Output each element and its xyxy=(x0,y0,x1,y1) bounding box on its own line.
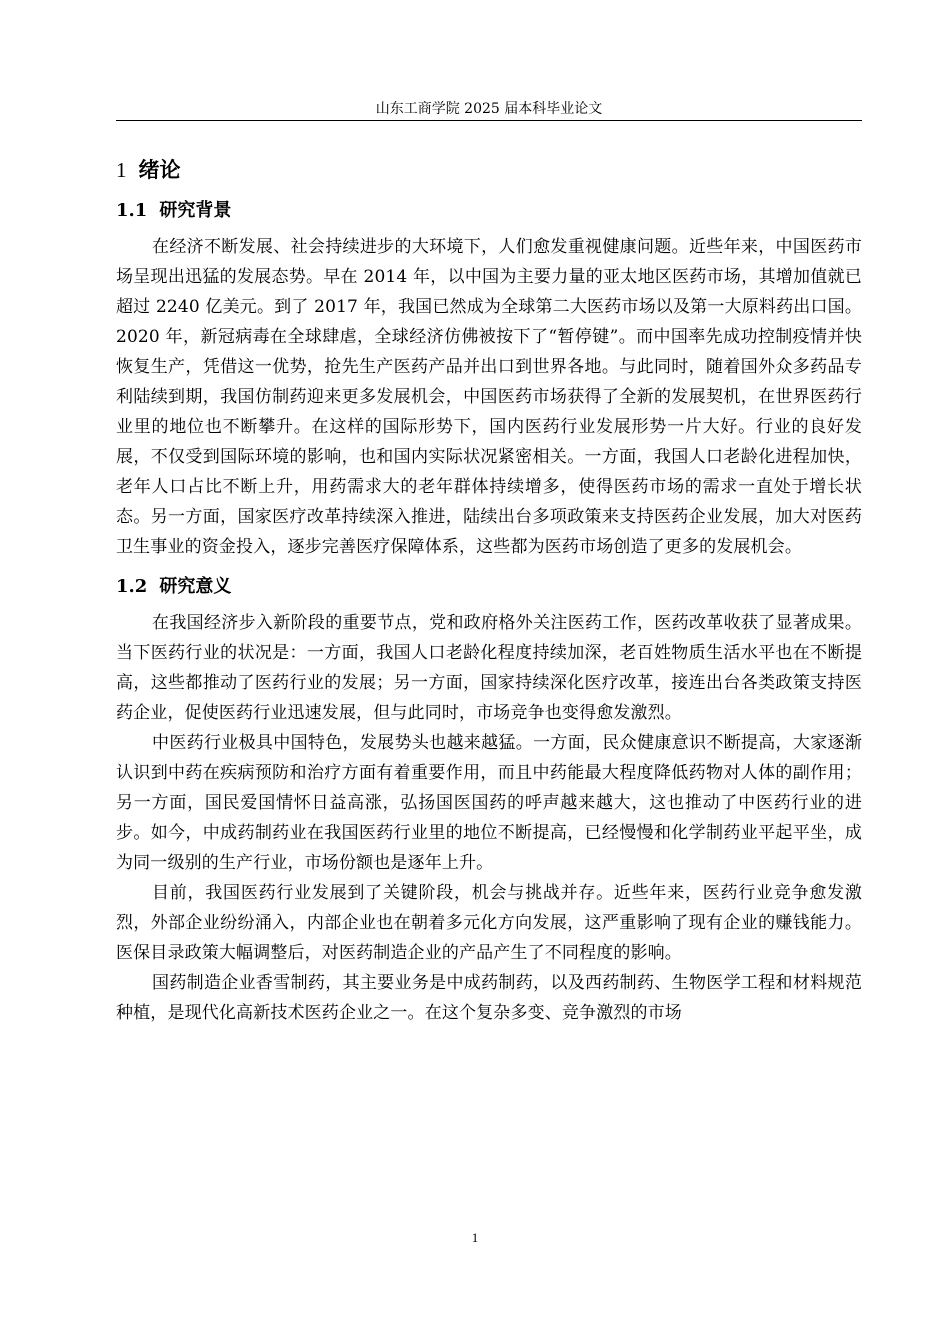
body-paragraph: 目前，我国医药行业发展到了关键阶段，机会与挑战并存。近些年来，医药行业竞争愈发激烈，外部企业纷纷涌入，内部企业也在朝着多元化方向发展，这严重影响了现有企业的赚钱能力。医保目录政策大幅调整后，对医药制造企业的产品产生了不同程度的影响。 xyxy=(116,883,862,963)
chapter-number: 1 xyxy=(116,158,127,182)
body-paragraph: 在经济不断发展、社会持续进步的大环境下，人们愈发重视健康问题。近些年来，中国医药市场呈现出迅猛的发展态势。早在 2014 年，以中国为主要力量的亚太地区医药市场，其增加值就已超过 2240 亿美元。到了 2017 年，我国已然成为全球第二大医药市场以及第一大原料药出口国。2020 年，新冠病毒在全球肆虐，全球经济仿佛被按下了“暂停键”。而中国率先成功控制疫情并快恢复生产，凭借这一优势，抢先生产医药产品并出口到世界各地。与此同时，随着国外众多药品专利陆续到期，我国仿制药迎来更多发展机会，中国医药市场获得了全新的发展契机，在世界医药行业里的地位也不断攀升。在这样的国际形势下，国内医药行业发展形势一片大好。行业的良好发展，不仅受到国际环境的影响，也和国内实际状况紧密相关。一方面，我国人口老龄化进程加快，老年人口占比不断上升，用药需求大的老年群体持续增多，使得医药市场的需求一直处于增长状态。另一方面，国家医疗改革持续深入推进，陆续出台多项政策来支持医药企业发展，加大对医药卫生事业的资金投入，逐步完善医疗保障体系，这些都为医药市场创造了更多的发展机会。 xyxy=(116,237,862,557)
chapter-title: 绪论 xyxy=(138,157,181,182)
header-rule xyxy=(116,120,862,121)
section-heading-1-2 xyxy=(116,570,862,604)
chapter-heading xyxy=(116,152,862,188)
section-heading-1-1 xyxy=(116,194,862,228)
section-number: 1.2 xyxy=(116,576,148,597)
page-content xyxy=(116,152,862,1028)
body-paragraph: 在我国经济步入新阶段的重要节点，党和政府格外关注医药工作，医药改革收获了显著成果。当下医药行业的状况是：一方面，我国人口老龄化程度持续加深，老百姓物质生活水平也在不断提高，这些都推动了医药行业的发展；另一方面，国家持续深化医疗改革，接连出台各类政策支持医药企业，促使医药行业迅速发展，但与此同时，市场竞争也变得愈发激烈。 xyxy=(116,613,862,723)
section-number: 1.1 xyxy=(116,200,148,221)
body-paragraph: 中医药行业极具中国特色，发展势头也越来越猛。一方面，民众健康意识不断提高，大家逐渐认识到中药在疾病预防和治疗方面有着重要作用，而且中药能最大程度降低药物对人体的副作用；另一方面，国民爱国情怀日益高涨，弘扬国医国药的呼声越来越大，这也推动了中医药行业的进步。如今，中成药制药业在我国医药行业里的地位不断提高，已经慢慢和化学制药业平起平坐，成为同一级别的生产行业，市场份额也是逐年上升。 xyxy=(116,733,862,873)
running-header: 山东工商学院 2025 届本科毕业论文 xyxy=(375,101,603,117)
section-title: 研究背景 xyxy=(159,200,232,221)
page-number: 1 xyxy=(471,1230,479,1245)
section-title: 研究意义 xyxy=(159,576,232,597)
body-paragraph: 国药制造企业香雪制药，其主要业务是中成药制药，以及西药制药、生物医学工程和材料规范种植，是现代化高新技术医药企业之一。在这个复杂多变、竞争激烈的市场 xyxy=(116,973,862,1023)
